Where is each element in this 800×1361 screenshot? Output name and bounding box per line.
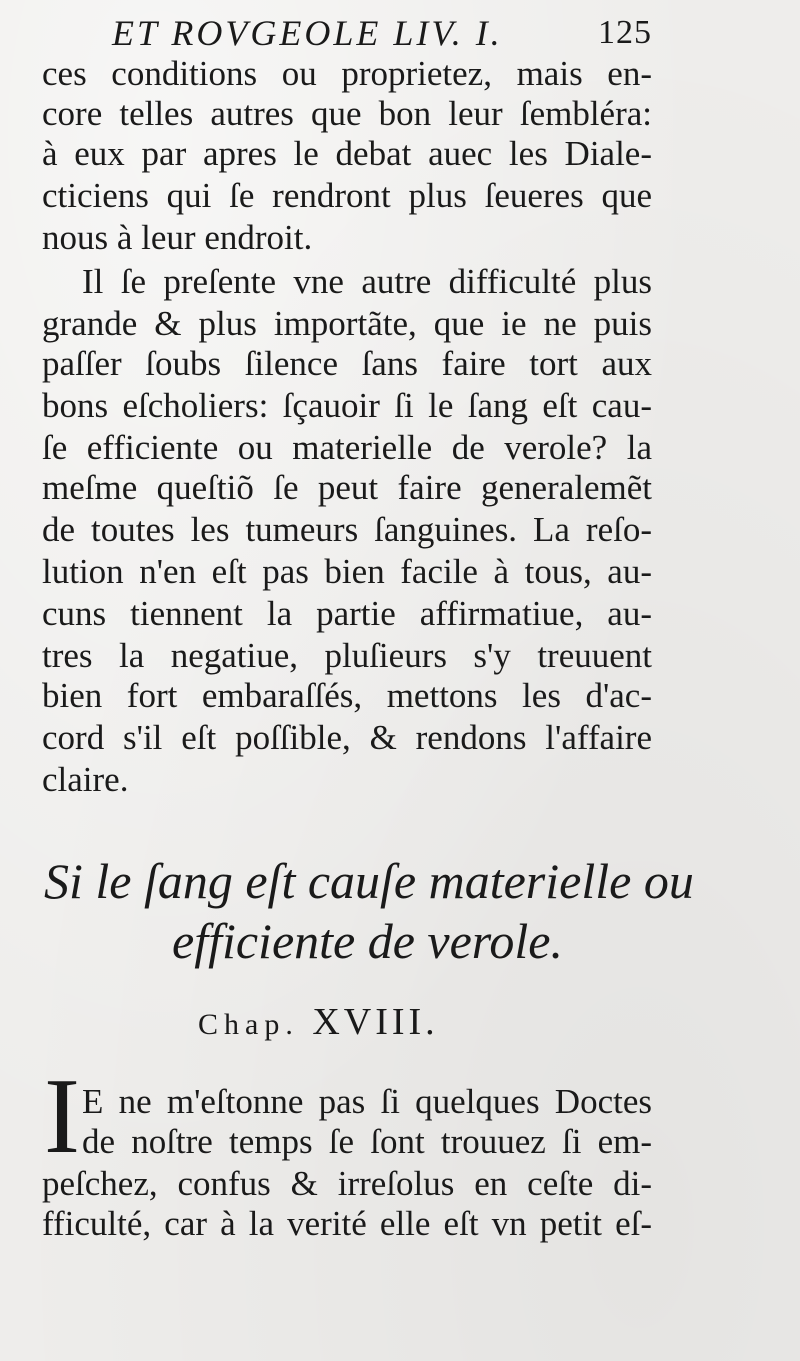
text-line: fficulté, car à la verité elle eſt vn petit eſ- (42, 1204, 652, 1243)
text-line: grande & plus importãte, que ie ne puis (42, 304, 652, 343)
chapter-numeral: XVIII. (312, 1001, 439, 1043)
running-head-title: ET ROVGEOLE LIV. I. (112, 13, 503, 53)
text-line: cord s'il eſt poſſible, & rendons l'affaire (42, 718, 652, 757)
text-line: de toutes les tumeurs ſanguines. La reſo- (42, 510, 652, 549)
text-line: claire. (42, 760, 129, 799)
page-number: 125 (598, 14, 652, 51)
text-line: cuns tiennent la partie affirmatiue, au- (42, 594, 652, 633)
chapter-number (198, 1000, 439, 1044)
chapter-title-line: efficiente de verole. (172, 913, 563, 969)
text-line: ces conditions ou proprietez, mais en- (42, 54, 652, 93)
text-line: E ne m'eſtonne pas ſi quelques Doctes (82, 1082, 652, 1121)
text-line: nous à leur endroit. (42, 218, 313, 257)
text-line: bons eſcholiers: ſçauoir ſi le ſang eſt cau- (42, 386, 652, 425)
text-line: de noſtre temps ſe ſont trouuez ſi em- (82, 1122, 652, 1161)
text-line: tres la negatiue, pluſieurs s'y treuuent (42, 636, 652, 675)
text-line: core telles autres que bon leur ſembléra: (42, 94, 652, 133)
text-line: lution n'en eſt pas bien facile à tous, au- (42, 552, 652, 591)
text-line: bien fort embaraſſés, mettons les d'ac- (42, 676, 652, 715)
text-line: à eux par apres le debat auec les Diale- (42, 134, 652, 173)
chapter-label: Chap. (198, 1008, 299, 1041)
drop-cap: I (44, 1057, 80, 1176)
text-line: ſe efficiente ou materielle de verole? la (42, 428, 652, 467)
chapter-title-line: Si le ſang eſt cauſe materielle ou (44, 853, 694, 909)
text-line: Il ſe preſente vne autre difficulté plus (82, 262, 652, 301)
text-line: cticiens qui ſe rendront plus ſeueres que (42, 176, 652, 215)
text-line: peſchez, confus & irreſolus en ceſte di- (42, 1164, 652, 1203)
text-line: meſme queſtiõ ſe peut faire generalemẽt (42, 468, 652, 507)
text-line: paſſer ſoubs ſilence ſans faire tort aux (42, 344, 652, 383)
